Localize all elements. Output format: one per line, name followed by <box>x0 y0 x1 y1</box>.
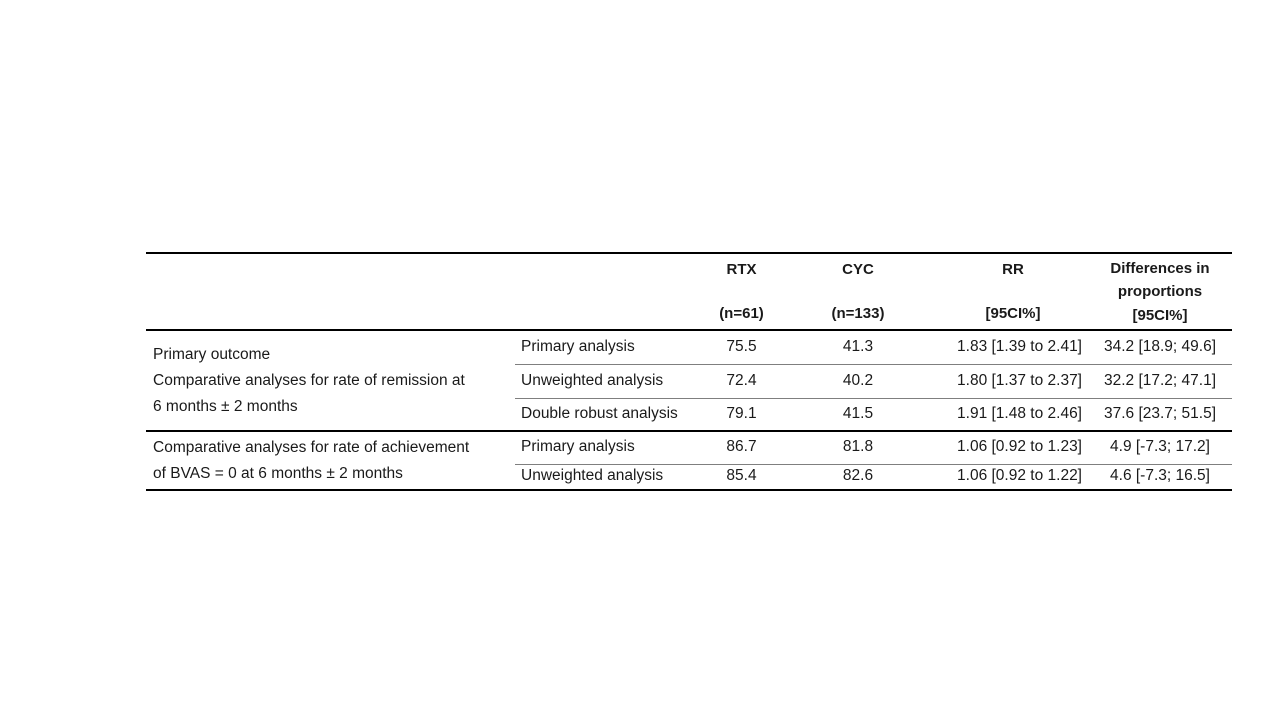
header-diff <box>1088 253 1232 330</box>
rr-value: 1.06 [0.92 to 1.22] <box>938 464 1088 490</box>
header-rr <box>938 253 1088 330</box>
header-rtx-n: (n=61) <box>719 304 764 322</box>
group-label-line: Comparative analyses for rate of remission at <box>153 371 465 389</box>
header-rr-ci: [95CI%] <box>985 304 1041 322</box>
group-label-bvas <box>146 431 515 490</box>
rtx-value: 86.7 <box>705 431 778 464</box>
header-rr-name: RR <box>1002 260 1024 278</box>
group-label-line: Comparative analyses for rate of achievement <box>153 438 470 456</box>
table-row <box>146 330 1232 364</box>
rr-value: 1.06 [0.92 to 1.23] <box>938 431 1088 464</box>
diff-value: 32.2 [17.2; 47.1] <box>1088 364 1232 398</box>
header-diff-line2: proportions <box>1117 283 1203 300</box>
cyc-value: 41.5 <box>778 398 938 431</box>
header-cyc <box>778 253 938 330</box>
header-rtx <box>705 253 778 330</box>
analysis-label: Unweighted analysis <box>515 464 705 490</box>
rr-value: 1.91 [1.48 to 2.46] <box>938 398 1088 431</box>
analysis-label: Primary analysis <box>515 431 705 464</box>
analysis-label: Double robust analysis <box>515 398 705 431</box>
analysis-label: Unweighted analysis <box>515 364 705 398</box>
group-label-remission <box>146 330 515 431</box>
rr-value: 1.80 [1.37 to 2.37] <box>938 364 1088 398</box>
diff-value: 37.6 [23.7; 51.5] <box>1088 398 1232 431</box>
header-outcome <box>146 253 515 330</box>
cyc-value: 81.8 <box>778 431 938 464</box>
rtx-value: 79.1 <box>705 398 778 431</box>
cyc-value: 40.2 <box>778 364 938 398</box>
header-diff-line1: Differences in <box>1110 259 1210 277</box>
diff-value: 4.6 [-7.3; 16.5] <box>1088 464 1232 490</box>
diff-value: 4.9 [-7.3; 17.2] <box>1088 431 1232 464</box>
group-label-line: of BVAS = 0 at 6 months ± 2 months <box>153 464 403 482</box>
rtx-value: 72.4 <box>705 364 778 398</box>
rr-value: 1.83 [1.39 to 2.41] <box>938 330 1088 364</box>
group-label-line: 6 months ± 2 months <box>153 397 298 415</box>
header-diff-ci: [95CI%] <box>1132 306 1188 324</box>
rtx-value: 85.4 <box>705 464 778 490</box>
header-rtx-name: RTX <box>726 260 757 278</box>
diff-value: 34.2 [18.9; 49.6] <box>1088 330 1232 364</box>
cyc-value: 82.6 <box>778 464 938 490</box>
header-analysis <box>515 253 705 330</box>
analysis-label: Primary analysis <box>515 330 705 364</box>
results-table <box>146 252 1232 491</box>
rtx-value: 75.5 <box>705 330 778 364</box>
table-row <box>146 431 1232 464</box>
header-cyc-name: CYC <box>842 260 874 278</box>
header-cyc-n: (n=133) <box>831 304 885 322</box>
group-label-line: Primary outcome <box>153 345 271 363</box>
cyc-value: 41.3 <box>778 330 938 364</box>
header-row <box>146 253 1232 330</box>
